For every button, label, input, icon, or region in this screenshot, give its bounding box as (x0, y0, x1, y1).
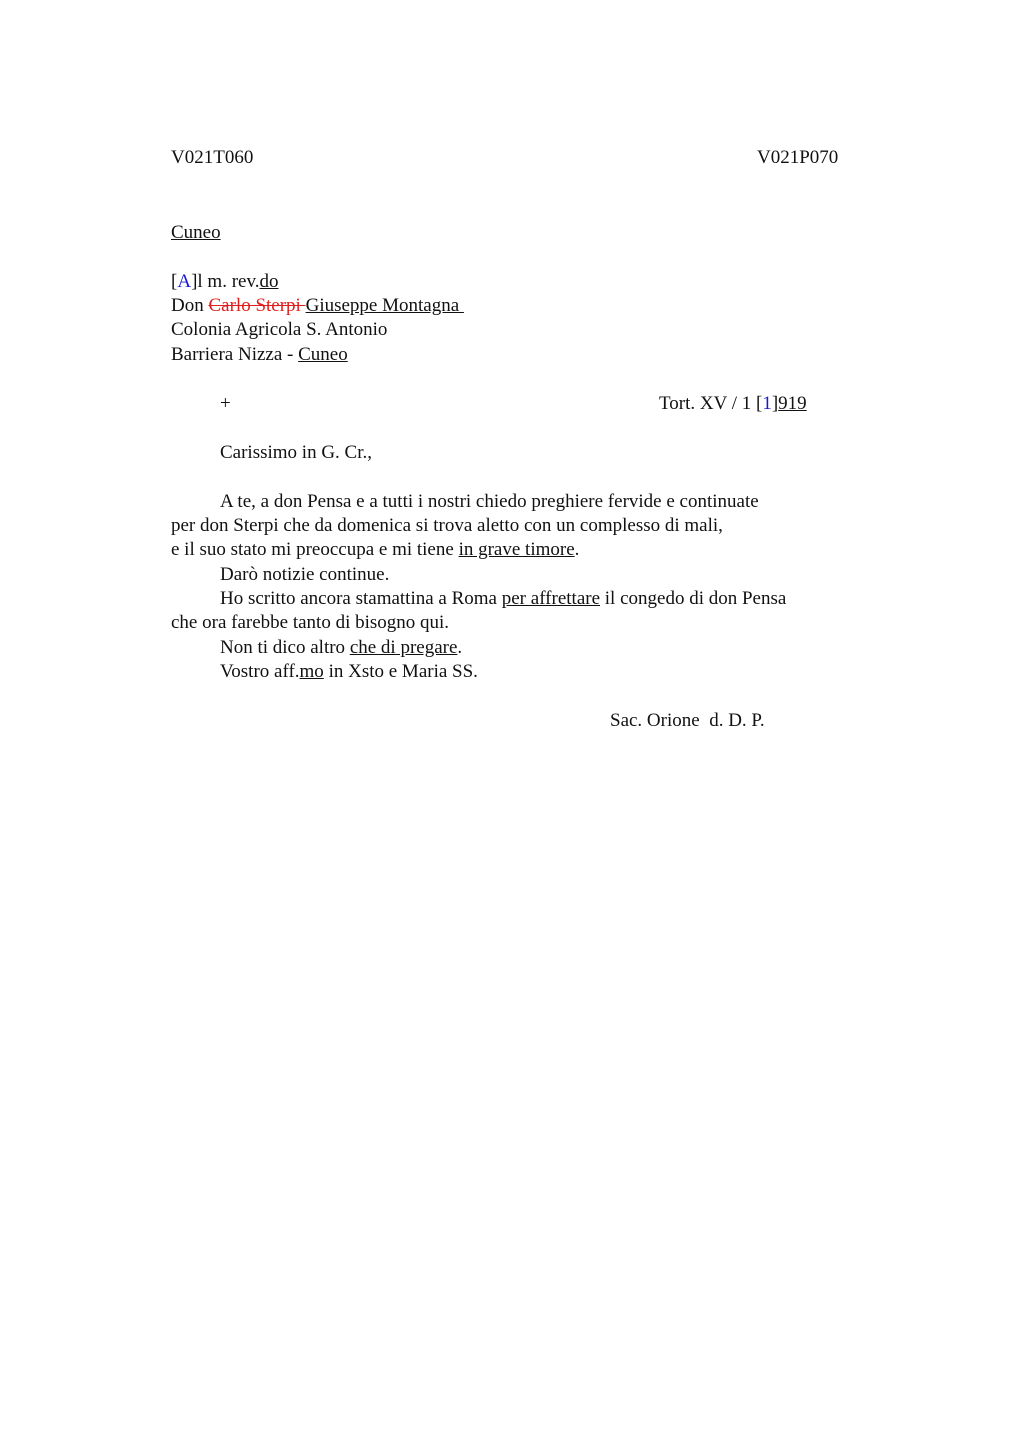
header-right-code: V021P070 (757, 147, 839, 168)
address-city: Cuneo (298, 344, 348, 365)
body-p3-line-1 (220, 587, 786, 611)
body-p4-underlined: che di pregare (349, 637, 458, 658)
body-p4-prefix: Non ti dico altro (220, 637, 350, 658)
signature: Sac. Orione d. D. P. (610, 710, 765, 731)
place-heading: Cuneo (171, 222, 221, 243)
body-p3-suffix: il congedo di don Pensa (600, 588, 787, 609)
body-p5-prefix: Vostro aff. (220, 661, 300, 682)
body-p5-suffix: in Xsto e Maria SS. (323, 661, 478, 682)
salutation: Carissimo in G. Cr., (220, 442, 373, 463)
header-left-code: V021T060 (171, 147, 254, 168)
date-prefix: Tort. XV / 1 [ (659, 393, 763, 414)
address-line-1 (171, 270, 278, 294)
cross-mark: + (220, 393, 231, 414)
inserted-name: Giuseppe Montagna (305, 295, 464, 316)
address-line-4 (171, 343, 348, 367)
abbrev-underlined: do (259, 271, 279, 292)
address-prefix-don: Don (171, 295, 209, 316)
address-line-1-text: ]l m. rev. (191, 271, 260, 292)
body-p4 (220, 636, 462, 660)
body-p1-line-1: A te, a don Pensa e a tutti i nostri chiedo preghiere fervide e continuate (220, 491, 759, 512)
date-year: 919 (778, 393, 807, 414)
body-p1-line-3 (171, 538, 579, 562)
address-line-3: Colonia Agricola S. Antonio (171, 319, 388, 340)
body-p1-line-3-prefix: e il suo stato mi preoccupa e mi tiene (171, 539, 459, 560)
date-bracket-close: ] (771, 393, 779, 414)
body-p2: Darò notizie continue. (220, 564, 390, 585)
body-p1-line-2: per don Sterpi che da domenica si trova aletto con un complesso di mali, (171, 515, 723, 536)
body-p3-underlined: per affrettare (501, 588, 601, 609)
bracket-open: [ (171, 271, 178, 292)
address-line-2 (171, 294, 464, 318)
body-p3-line-2: che ora farebbe tanto di bisogno qui. (171, 612, 450, 633)
letter-date (659, 392, 807, 416)
address-line-4-prefix: Barriera Nizza - (171, 344, 299, 365)
body-p3-prefix: Ho scritto ancora stamattina a Roma (220, 588, 502, 609)
body-p5-underlined: mo (299, 661, 324, 682)
body-p1-line-3-suffix: . (574, 539, 580, 560)
body-p4-suffix: . (457, 637, 463, 658)
body-p1-underlined: in grave timore (458, 539, 575, 560)
restored-digit: 1 (762, 393, 772, 414)
struck-name: Carlo Sterpi (208, 295, 306, 316)
body-p5 (220, 660, 478, 684)
restored-letter: A (177, 271, 192, 292)
